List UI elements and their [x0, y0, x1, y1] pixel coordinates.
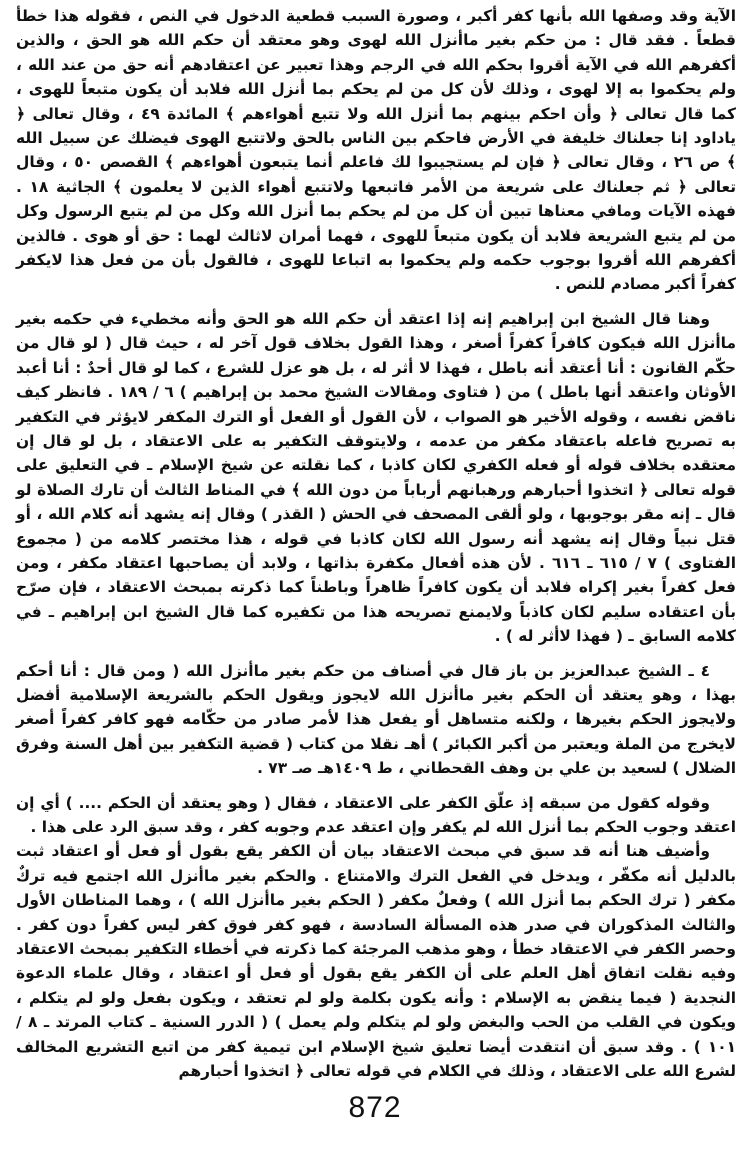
paragraph-5: وأضيف هنا أنه قد سبق في مبحث الاعتقاد بيان أن الكفر يقع بقول أو فعل أو اعتقاد ثبت بالدليل أنه مكفّر ، ويدخل في الفعل الترك والامتناع . والحكم بغير ماأنزل الله اجتمع فيه تركٌ مكفر ( ترك الحكم بما أنزل الله ) وفعلٌ مكفر ( الحكم بغير ماأنزل الله ) ، وهما المناطان الأول والثالث المذكوران في صدر هذه المسألة السادسة ، فهو كفر فوق كفر ليس كفراً دون كفر . وحصر الكفر في الاعتقاد خطأ ، وهو مذهب المرجئة كما ذكرته في أخطاء التكفير بمبحث الاعتقاد وفيه نقلت اتفاق أهل العلم على أن الكفر يقع بقول أو فعل أو اعتقاد ، وقال علماء الدعوة النجدية ( فيما ينقض به الإسلام : وأنه يكون بكلمة ولو لم تعتقد ، ويكون بفعل ولو لم يتكلم ، ويكون في القلب من الحب والبغض ولو لم يتكلم ولم يعمل ) ( الدرر السنية ـ كتاب المرتد ـ ٨ / ١٠١ ) . وقد سبق أن انتقدت أيضا تعليق شيخ الإسلام ابن تيمية كفر من اتبع التشريع المخالف لشرع الله على الاعتقاد ، وذلك في الكلام في قوله تعالى ﴿ اتخذوا أحبارهم [16, 842, 736, 1081]
paragraph-gap [16, 297, 736, 307]
paragraph-2: وهنا قال الشيخ ابن إبراهيم إنه إذا اعتقد أن حكم الله هو الحق وأنه مخطيء في حكمه بغير ماأنزل الله فيكون كافراً كفراً أصغر ، وهذا القول بخلاف قول آخر له ، حيث قال ( لو قال من حكّم القانون : أنا أعتقد أنه باطل ، فهذا لا أثر له ، بل هو عزل للشرع ، كما لو قال أحدٌ : أنا أعبد الأوثان واعتقد أنها باطل ) من ( فتاوى ومقالات الشيخ محمد بن إبراهيم ) ٦ / ١٨٩ . فانظر كيف ناقض نفسه ، وقوله الأخير هو الصواب ، لأن القول أو الفعل أو الترك المكفر لايؤثر في التكفير به تصريح فاعله باعتقاد مكفر من عدمه ، ولايتوقف التكفير به على الاعتقاد ، بل لو قال إن معتقده بخلاف قوله أو فعله الكفري لكان كاذبا ، كما نقلته عن شيخ الإسلام ـ في التعليق على قوله تعالى ﴿ اتخذوا أحبارهم ورهبانهم أرباباً من دون الله ﴾ في المناط الثالث أن تارك الصلاة لو قال ـ إنه مقر بوجوبها ، ولو ألقى المصحف في الحش ( القذر ) وقال إنه يشهد أنه كلام الله ، أو قتل نبياً وقال إنه يشهد أنه رسول الله لكان كاذبا في قوله ، هذا مختصر كلامه من ( مجموع الفتاوى ) ٧ / ٦١٥ ـ ٦١٦ . لأن هذه أفعال مكفرة بذاتها ، ولابد أن يصاحبها اعتقاد مكفر ، ومن فعل كفراً بغير إكراه فلابد أن يكون كافراً ظاهراً وباطناً كما ذكرته بمبحث الاعتقاد ، فإن صرّح بأن اعتقاده سليم لكان كاذباً ولايمنع تصريحه هذا من تكفيره كما قال الشيخ ابن إبراهيم ـ في كلامه السابق ـ ( فهذا لاأثر له ) . [16, 309, 737, 646]
paragraph-3: ٤ ـ الشيخ عبدالعزيز بن باز قال في أصناف من حكم بغير ماأنزل الله ( ومن قال : أنا أحكم بهذا ، وهو يعتقد أن الحكم بغير ماأنزل الله لايجوز ويقول الحكم بالشريعة الإسلامية أفضل ولايجوز الحكم بغيرها ، ولكنه متساهل أو يفعل هذا لأمر صادر من حكّامه فهو كافر كفراً أصغر لايخرج من الملة ويعتبر من أكبر الكبائر ) أهـ نقلا من كتاب ( قضية التكفير بين أهل السنة وفرق الضلال ) لسعيد بن علي بن وهف القحطاني ، ط ١٤٠٩هـ صـ ٧٣ . [16, 661, 736, 778]
paragraph-gap [16, 649, 736, 659]
document-body [16, 4, 736, 1083]
paragraph-gap [16, 781, 736, 791]
page-number: 872 [348, 1091, 402, 1124]
paragraph-4: وقوله كقول من سبقه إذ علّق الكفر على الاعتقاد ، فقال ( وهو يعتقد أن الحكم .... ) أي إن اعتقد وجوب الحكم بما أنزل الله لم يكفر وإن اعتقد عدم وجوبه كفر ، وقد سبق الرد على هذا . [16, 793, 736, 836]
paragraph-1: الآية وقد وصفها الله بأنها كفر أكبر ، وصورة السبب قطعية الدخول في النص ، فقوله هذا خطأ قطعاً . فقد قال : من حكم بغير ماأنزل الله لهوى وهو معتقد أن حكم الله هو الحق ، والذين أكفرهم الله في الآية أقروا بحكم الله في الرجم وهذا تعبير عن اعتقادهم أنه حق من عند الله ، ولم يحكموا به إلا لهوى ، وذلك لأن كل من لم يحكم بما أنزل الله فلابد أن يكون متبعاً للهوى ، كما قال تعالى ﴿ وأن احكم بينهم بما أنزل الله ولا تتبع أهواءهم ﴾ المائدة ٤٩ ، وقال تعالى ﴿ ياداود إنا جعلناك خليفة في الأرض فاحكم بين الناس بالحق ولاتتبع الهوى فيضلك عن سبيل الله ﴾ ص ٢٦ ، وقال تعالى ﴿ فإن لم يستجيبوا لك فاعلم أنما يتبعون أهواءهم ﴾ القصص ٥٠ ، وقال تعالى ﴿ ثم جعلناك على شريعة من الأمر فاتبعها ولاتتبع أهواء الذين لا يعلمون ﴾ الجاثية ١٨ . فهذه الآيات ومافي معناها تبين أن كل من لم يحكم بما أنزل الله وكل من لم يتبع الرسول وكل من لم يتبع الشريعة فلابد أن يكون متبعاً للهوى ، فهما أمران لاثالث لهما : حق أو هوى . فالذين أكفرهم الله أقروا بوجوب حكمه ولم يحكموا به اتباعا للهوى ، فالقول بأن من فعل هذا لايكفر كفراً أكبر مصادم للنص . [16, 7, 737, 294]
